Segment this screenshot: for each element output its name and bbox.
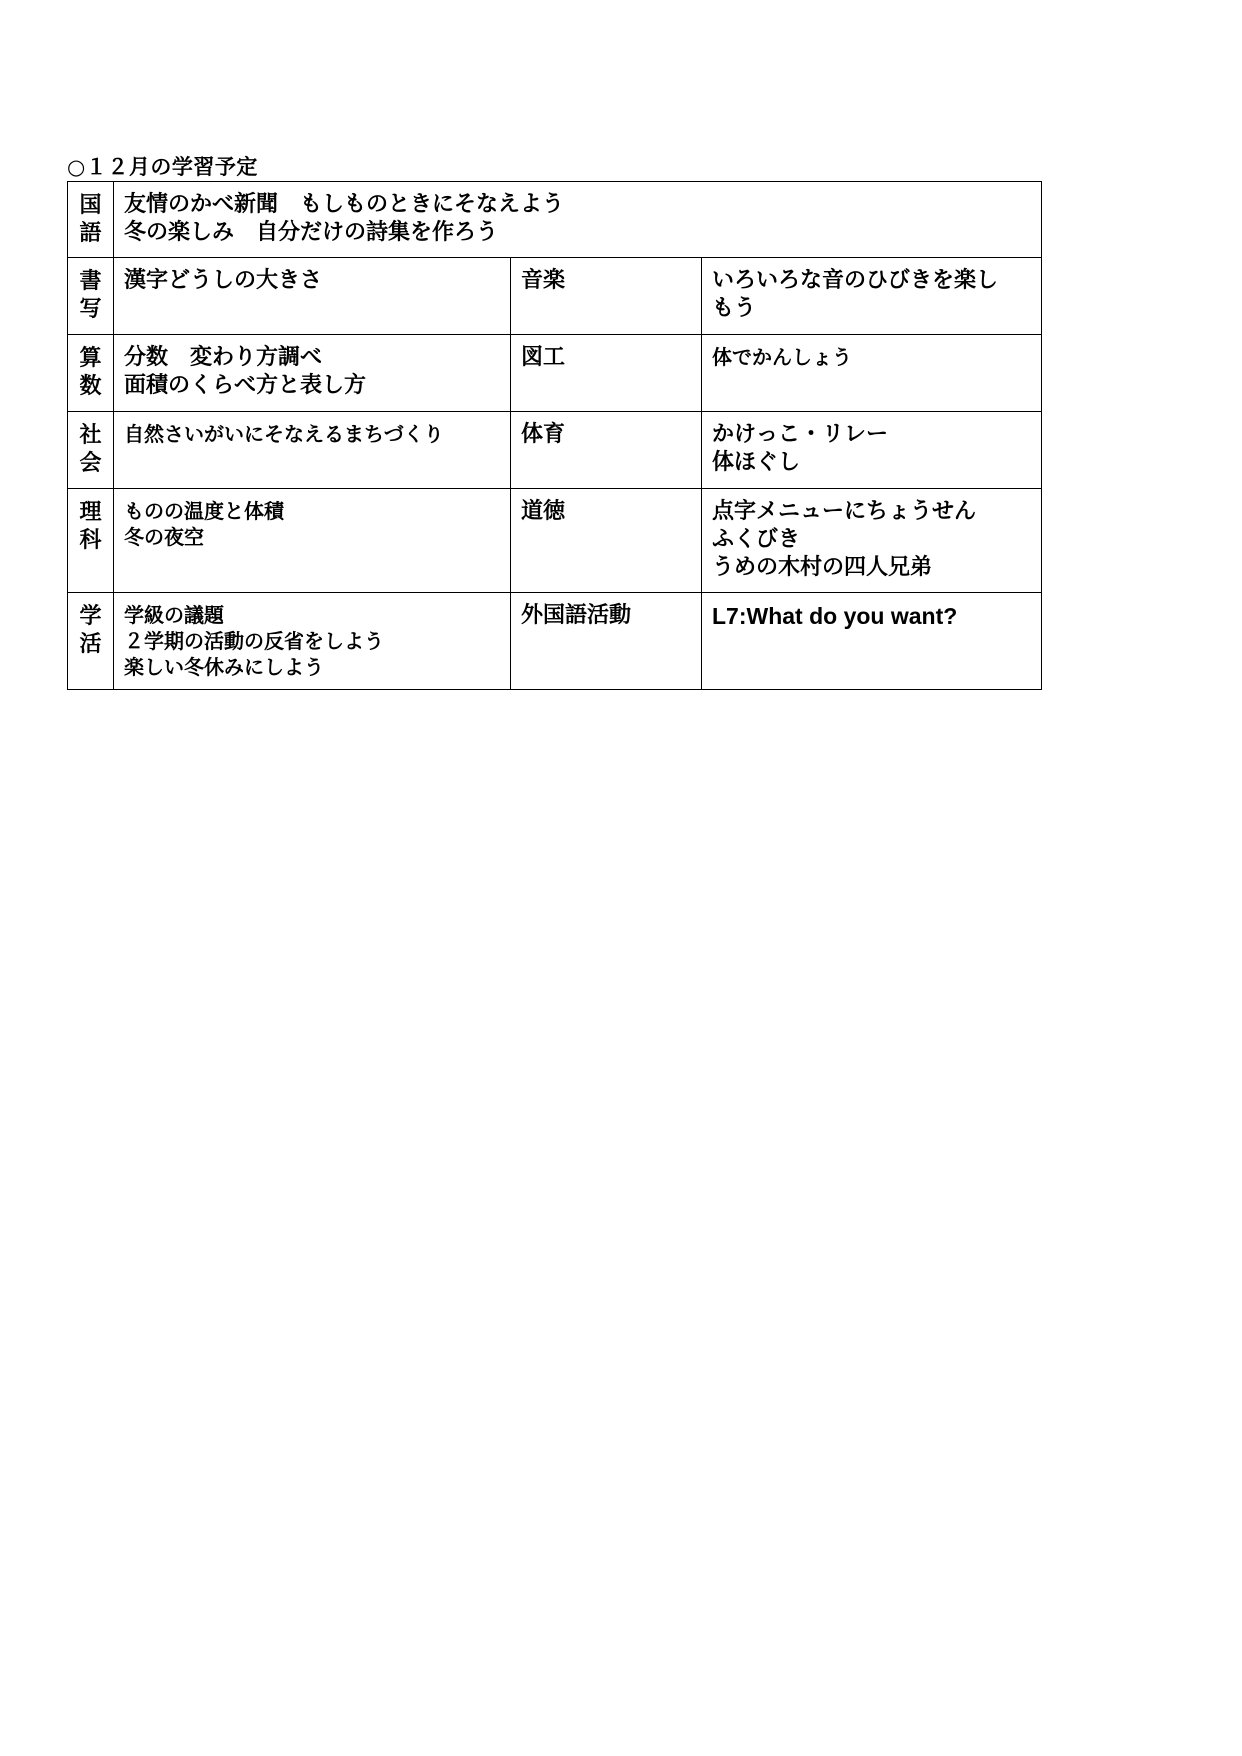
label-char: 算 [79, 346, 102, 371]
table-row-kokugo [68, 182, 1042, 258]
subject-content-sansu [114, 335, 511, 412]
table-row-gakkatsu-gaikokugo [68, 593, 1042, 690]
subject-label-shakai [68, 412, 114, 489]
label-char: 書 [79, 269, 102, 294]
subject-content-zuko [702, 335, 1042, 412]
label-char: 会 [79, 451, 102, 476]
content-line: かけっこ・リレー [712, 422, 889, 447]
content-line: 冬の楽しみ 自分だけの詩集を作ろう [124, 220, 499, 245]
subject-content-gakkatsu [114, 593, 511, 690]
label-char: 語 [79, 221, 102, 246]
label-char: 活 [79, 632, 102, 657]
label-char: 科 [79, 528, 102, 553]
content-line: ものの温度と体積 [124, 499, 284, 523]
table-row-rika-dotoku [68, 489, 1042, 593]
subject-content-gaikokugo [702, 593, 1042, 690]
content-line: 楽しい冬休みにしよう [124, 655, 324, 679]
label-char: 写 [79, 297, 102, 322]
subject-label-gaikokugo: 外国語活動 [511, 593, 702, 690]
subject-content-shosha [114, 258, 511, 335]
content-line: ふくびき [712, 527, 801, 552]
table-row-sansu-zuko [68, 335, 1042, 412]
subject-label-taiiku: 体育 [511, 412, 702, 489]
subject-label-zuko: 図工 [511, 335, 702, 412]
schedule-table [67, 181, 1042, 690]
subject-content-ongaku [702, 258, 1042, 335]
content-line: 分数 変わり方調べ [124, 345, 323, 370]
subject-label-dotoku: 道徳 [511, 489, 702, 593]
content-line: 体でかんしょう [712, 345, 852, 369]
content-line: 学級の議題 [124, 603, 224, 627]
content-line: 点字メニューにちょうせん [712, 499, 977, 524]
content-line: L7:What do you want? [712, 603, 958, 629]
subject-label-rika [68, 489, 114, 593]
table-row-shosha-ongaku [68, 258, 1042, 335]
content-line: いろいろな音のひびきを楽し [712, 268, 999, 293]
content-line: 漢字どうしの大きさ [124, 268, 323, 293]
page-title: ○１２月の学習予定 [67, 155, 258, 179]
label-char: 国 [79, 193, 102, 218]
table-row-shakai-taiiku [68, 412, 1042, 489]
subject-content-dotoku [702, 489, 1042, 593]
content-line: ２学期の活動の反省をしよう [124, 629, 384, 653]
label-char: 数 [79, 374, 102, 399]
content-line: うめの木村の四人兄弟 [712, 555, 933, 580]
content-line: 冬の夜空 [124, 525, 204, 549]
content-line: もう [712, 296, 757, 321]
subject-label-shosha [68, 258, 114, 335]
content-line: 友情のかべ新聞 もしものときにそなえよう [124, 192, 565, 217]
content-line: 面積のくらべ方と表し方 [124, 373, 367, 398]
label-char: 社 [79, 423, 102, 448]
subject-label-kokugo [68, 182, 114, 258]
subject-content-shakai [114, 412, 511, 489]
subject-label-gakkatsu [68, 593, 114, 690]
subject-label-sansu [68, 335, 114, 412]
subject-content-taiiku [702, 412, 1042, 489]
label-char: 理 [79, 500, 102, 525]
content-line: 自然さいがいにそなえるまちづくり [124, 422, 444, 446]
label-char: 学 [79, 604, 102, 629]
subject-content-kokugo [114, 182, 1042, 258]
subject-label-ongaku: 音楽 [511, 258, 702, 335]
content-line: 体ほぐし [712, 450, 801, 475]
subject-content-rika [114, 489, 511, 593]
